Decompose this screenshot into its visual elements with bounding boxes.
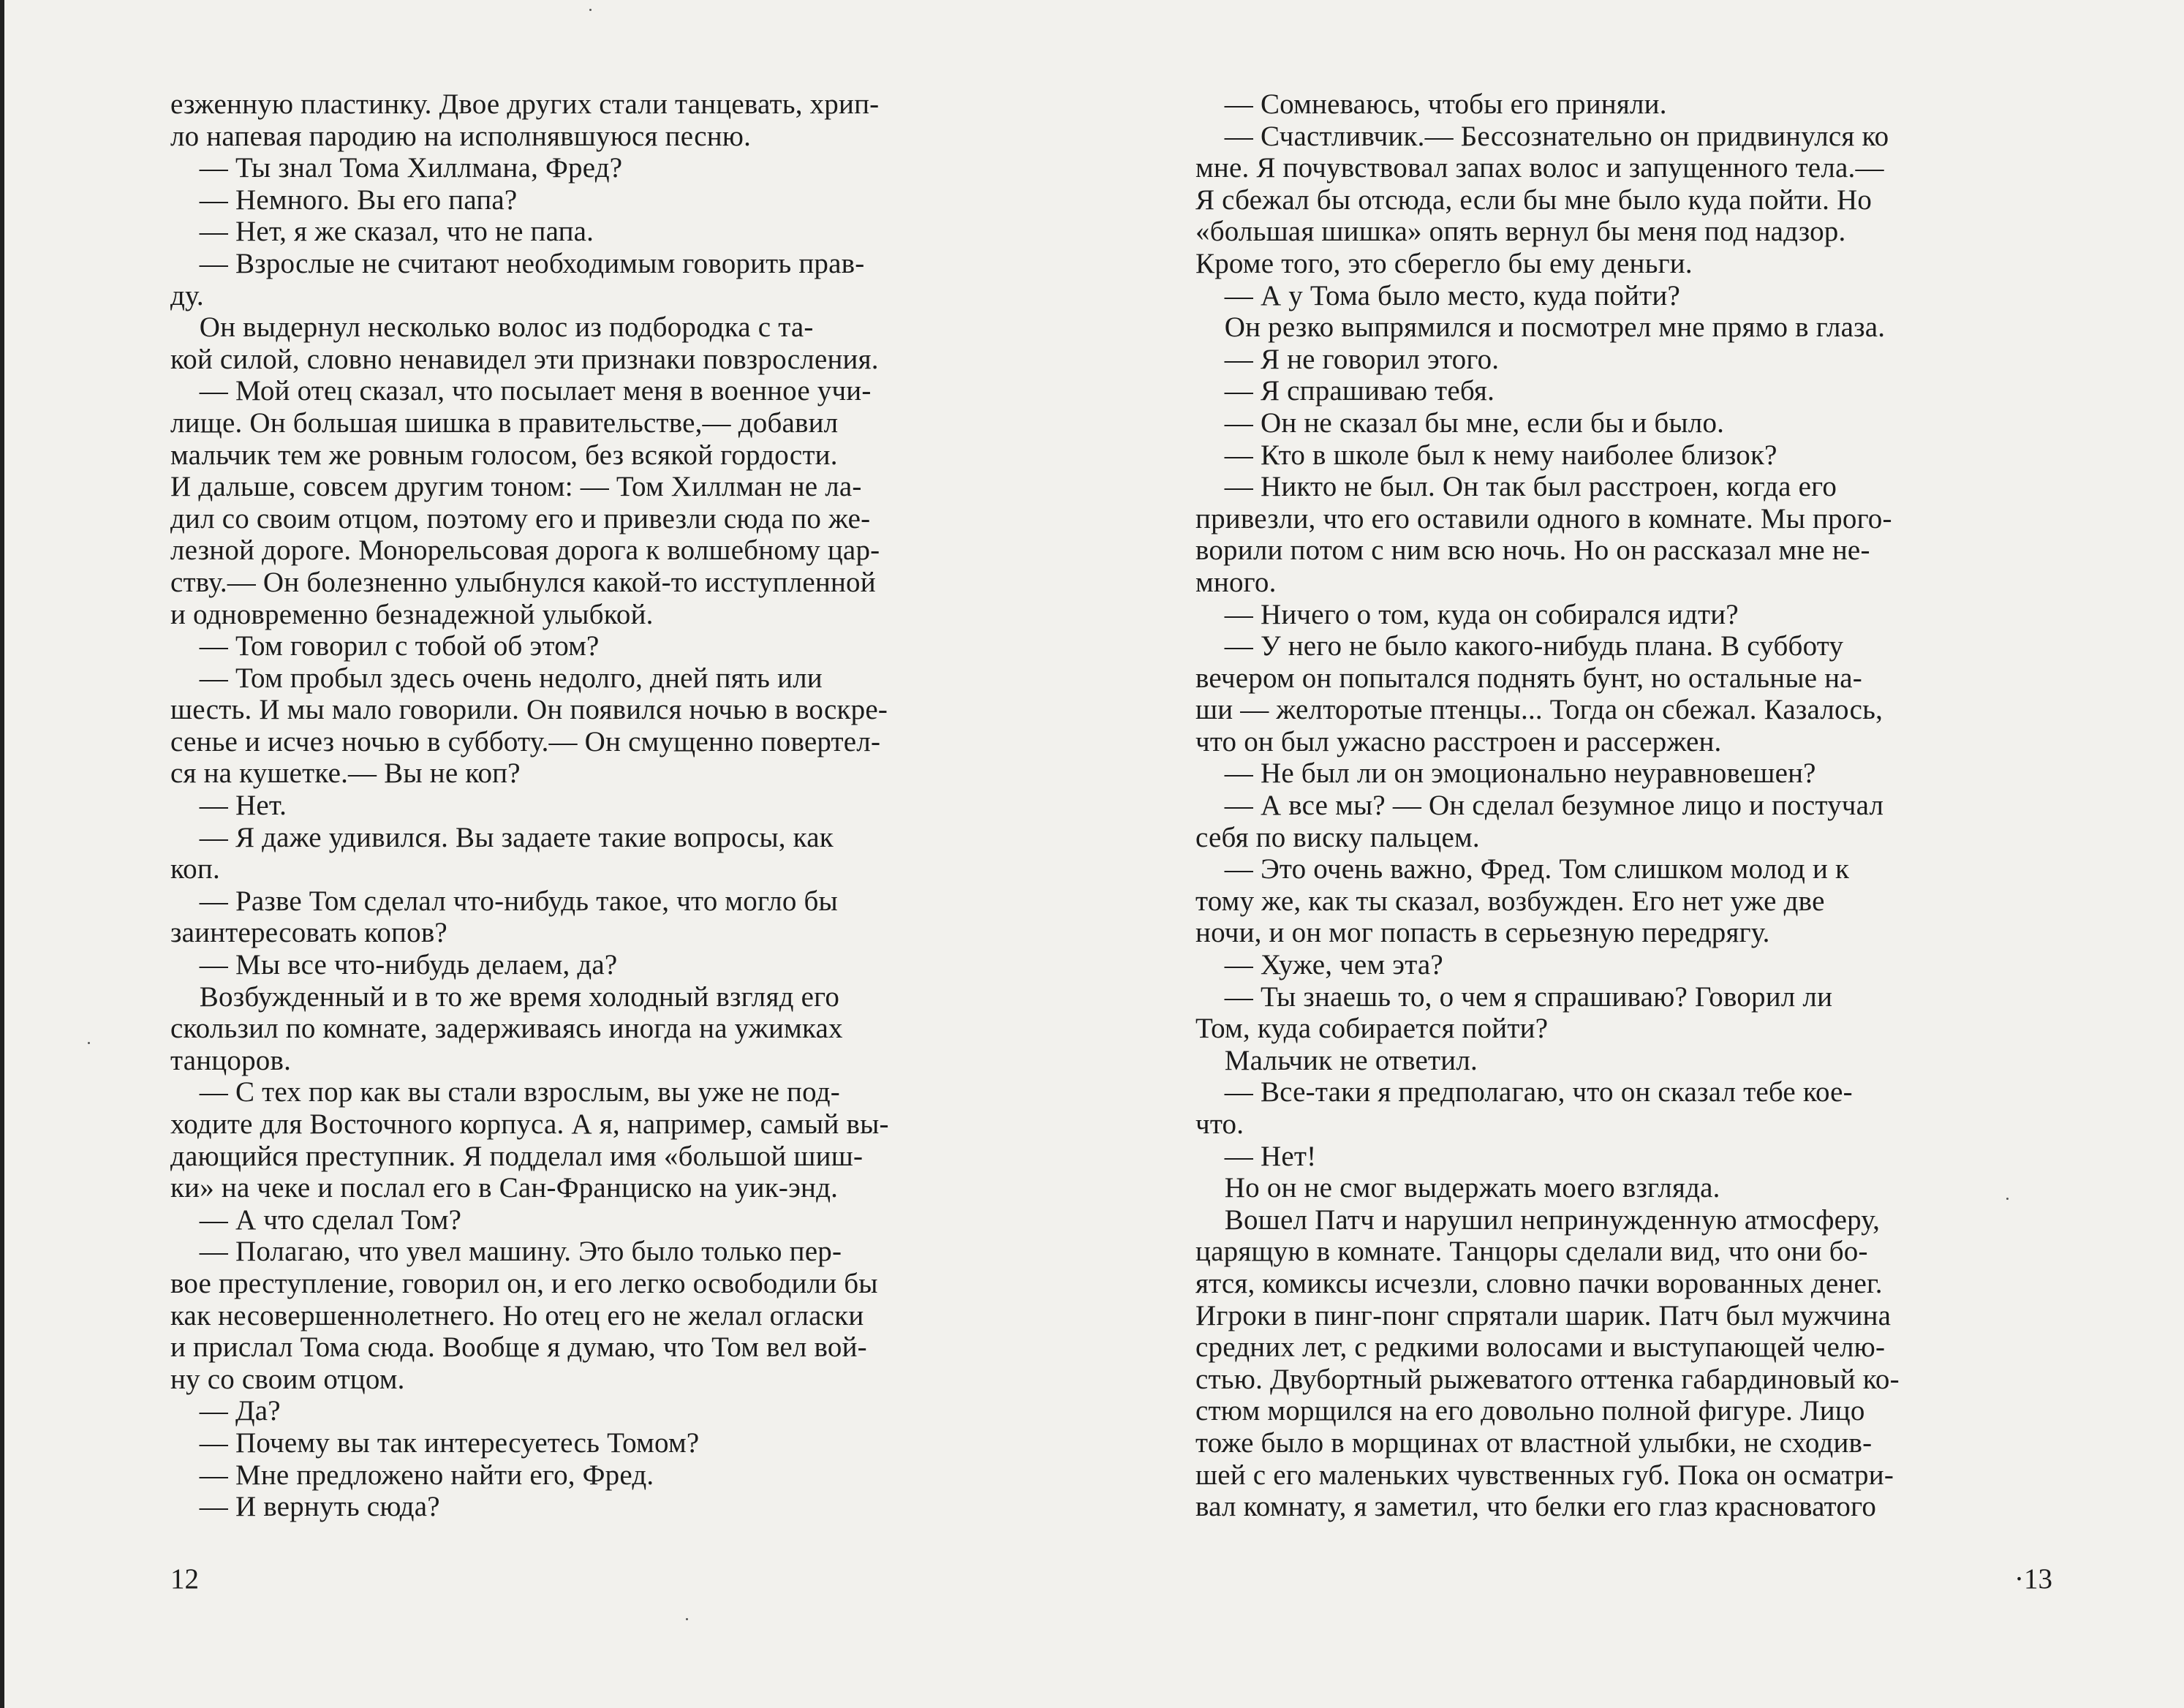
text-line: — Я не говорил этого. xyxy=(1195,343,1500,375)
text-line: дил со своим отцом, поэтому его и привезли сюда по же- xyxy=(170,502,871,534)
text-line: — Почему вы так интересуетесь Томом? xyxy=(170,1427,700,1459)
text-line: и одновременно безнадежной улыбкой. xyxy=(170,598,654,630)
text-line: — Ничего о том, куда он собирался идти? xyxy=(1195,598,1739,630)
text-line: ходите для Восточного корпуса. А я, например, самый вы- xyxy=(170,1108,889,1140)
text-line: И дальше, совсем другим тоном: — Том Хиллман не ла- xyxy=(170,471,862,503)
right-page xyxy=(1092,0,2184,1708)
text-line: Он выдернул несколько волос из подбородка с та- xyxy=(170,311,814,344)
text-line: ятся, комиксы исчезли, словно пачки ворованных денег. xyxy=(1195,1267,1883,1299)
text-line: мне. Я почувствовал запах волос и запущенного тела.— xyxy=(1195,152,1884,184)
text-line: царящую в комнате. Танцоры сделали вид, что они бо- xyxy=(1195,1236,1868,1268)
text-line: езженную пластинку. Двое других стали танцевать, хрип- xyxy=(170,88,880,120)
text-line: — И вернуть сюда? xyxy=(170,1491,440,1523)
text-line: коп. xyxy=(170,853,220,885)
text-line: стюм морщился на его довольно полной фигуре. Лицо xyxy=(1195,1395,1865,1427)
text-line: ся на кушетке.— Вы не коп? xyxy=(170,757,521,790)
text-line: — Хуже, чем эта? xyxy=(1195,949,1443,981)
text-line: лезной дороге. Монорельсовая дорога к волшебному цар- xyxy=(170,534,880,567)
text-line: вечером он попытался поднять бунт, но остальные на- xyxy=(1195,662,1862,694)
text-line: Том, куда собирается пойти? xyxy=(1195,1013,1549,1045)
text-line: Вошел Патч и нарушил непринужденную атмосферу, xyxy=(1195,1203,1881,1236)
text-line: — А все мы? — Он сделал безумное лицо и постучал xyxy=(1195,790,1884,822)
text-line: — Да? xyxy=(170,1395,281,1427)
text-line: — Ты знал Тома Хиллмана, Фред? xyxy=(170,152,623,184)
text-line: много. xyxy=(1195,566,1277,598)
text-line: — Все-таки я предполагаю, что он сказал тебе кое- xyxy=(1195,1076,1853,1108)
scan-speck xyxy=(686,1618,688,1620)
text-line: ворили потом с ним всю ночь. Но он рассказал мне не- xyxy=(1195,534,1870,567)
scan-speck xyxy=(88,1042,90,1044)
text-line: шесть. И мы мало говорили. Он появился ночью в воскре- xyxy=(170,694,888,726)
text-line: ло напевая пародию на исполнявшуюся песню. xyxy=(170,120,752,152)
text-line: — Это очень важно, Фред. Том слишком молод и к xyxy=(1195,853,1850,885)
text-line: вал комнату, я заметил, что белки его глаз красноватого xyxy=(1195,1491,1877,1523)
text-line: — Том говорил с тобой об этом? xyxy=(170,630,600,662)
text-line: что. xyxy=(1195,1108,1244,1140)
text-line: «большая шишка» опять вернул бы меня под надзор. xyxy=(1195,216,1846,248)
text-line: Игроки в пинг-понг спрятали шарик. Патч был мужчина xyxy=(1195,1299,1892,1331)
text-line: заинтересовать копов? xyxy=(170,917,447,949)
text-line: Кроме того, это сберегло бы ему деньги. xyxy=(1195,247,1693,279)
text-line: вое преступление, говорил он, и его легко освободили бы xyxy=(170,1267,878,1299)
text-line: Но он не смог выдержать моего взгляда. xyxy=(1195,1172,1720,1204)
text-line: Мальчик не ответил. xyxy=(1195,1044,1478,1076)
text-line: ки» на чеке и послал его в Сан-Франциско на уик-энд. xyxy=(170,1172,839,1204)
text-line: — Разве Том сделал что-нибудь такое, что могло бы xyxy=(170,885,838,917)
text-line: — Кто в школе был к нему наиболее близок? xyxy=(1195,439,1777,471)
text-line: Я сбежал бы отсюда, если бы мне было куда пойти. Но xyxy=(1195,184,1873,216)
text-line: — Нет! xyxy=(1195,1140,1317,1172)
text-line: себя по виску пальцем. xyxy=(1195,821,1480,853)
text-line: средних лет, с редкими волосами и выступающей челю- xyxy=(1195,1331,1886,1364)
text-line: как несовершеннолетнего. Но отец его не желал огласки xyxy=(170,1299,864,1331)
text-line: — Том пробыл здесь очень недолго, дней пять или xyxy=(170,662,823,694)
text-line: скользил по комнате, задерживаясь иногда на ужимках xyxy=(170,1013,843,1045)
text-line: дающийся преступник. Я подделал имя «большой шиш- xyxy=(170,1140,864,1172)
text-line: — Никто не был. Он так был расстроен, когда его xyxy=(1195,471,1837,503)
text-line: лище. Он большая шишка в правительстве,— добавил xyxy=(170,407,839,439)
text-line: мальчик тем же ровным голосом, без всякой гордости. xyxy=(170,439,838,471)
text-line: стью. Двубортный рыжеватого оттенка габардиновый ко- xyxy=(1195,1363,1900,1395)
text-line: и прислал Тома сюда. Вообще я думаю, что Том вел вой- xyxy=(170,1331,867,1364)
text-line: — Я спрашиваю тебя. xyxy=(1195,375,1495,407)
text-line: — Нет, я же сказал, что не папа. xyxy=(170,216,594,248)
text-line: — Мне предложено найти его, Фред. xyxy=(170,1459,654,1491)
text-line: ду. xyxy=(170,279,204,311)
text-line: — Немного. Вы его папа? xyxy=(170,184,518,216)
text-line: — А что сделал Том? xyxy=(170,1203,462,1236)
text-line: Он резко выпрямился и посмотрел мне прямо в глаза. xyxy=(1195,311,1886,344)
text-line: — У него не было какого-нибудь плана. В субботу xyxy=(1195,630,1844,662)
text-line: ночи, и он мог попасть в серьезную передрягу. xyxy=(1195,917,1770,949)
text-line: шей с его маленьких чувственных губ. Пока он осматри- xyxy=(1195,1459,1894,1491)
text-line: — Счастливчик.— Бессознательно он придвинулся ко xyxy=(1195,120,1889,152)
text-line: — Я даже удивился. Вы задаете такие вопросы, как xyxy=(170,821,834,853)
text-line: ну со своим отцом. xyxy=(170,1363,405,1395)
text-line: что он был ужасно расстроен и рассержен. xyxy=(1195,725,1722,757)
text-line: кой силой, словно ненавидел эти признаки повзросления. xyxy=(170,343,879,375)
text-line: танцоров. xyxy=(170,1044,292,1076)
text-line: — Не был ли он эмоционально неуравновешен? xyxy=(1195,757,1816,790)
text-line: — Взрослые не считают необходимым говорить прав- xyxy=(170,247,865,279)
left-page-text xyxy=(170,88,889,1523)
text-line: ству.— Он болезненно улыбнулся какой-то исступленной xyxy=(170,566,876,598)
text-line: — С тех пор как вы стали взрослым, вы уже не под- xyxy=(170,1076,840,1108)
scan-speck xyxy=(2006,1198,2009,1200)
text-line: — А у Тома было место, куда пойти? xyxy=(1195,279,1681,311)
page-number-right: ·13 xyxy=(2014,1563,2052,1595)
text-line: Возбужденный и в то же время холодный взгляд его xyxy=(170,980,840,1013)
text-line: — Ты знаешь то, о чем я спрашиваю? Говорил ли xyxy=(1195,980,1833,1013)
text-line: — Мой отец сказал, что посылает меня в военное учи- xyxy=(170,375,872,407)
text-line: тому же, как ты сказал, возбужден. Его нет уже две xyxy=(1195,885,1825,917)
text-line: сенье и исчез ночью в субботу.— Он смущенно повертел- xyxy=(170,725,881,757)
text-line: — Полагаю, что увел машину. Это было только пер- xyxy=(170,1236,842,1268)
text-line: — Он не сказал бы мне, если бы и было. xyxy=(1195,407,1725,439)
text-line: ши — желторотые птенцы... Тогда он сбежал. Казалось, xyxy=(1195,694,1883,726)
text-line: тоже было в морщинах от властной улыбки, не сходив- xyxy=(1195,1427,1873,1459)
text-line: — Мы все что-нибудь делаем, да? xyxy=(170,949,618,981)
text-line: — Нет. xyxy=(170,790,287,822)
scan-speck xyxy=(589,9,592,11)
right-page-text xyxy=(1195,88,1900,1523)
text-line: — Сомневаюсь, чтобы его приняли. xyxy=(1195,88,1667,120)
text-line: привезли, что его оставили одного в комнате. Мы прого- xyxy=(1195,502,1892,534)
page-number-left: 12 xyxy=(170,1563,199,1595)
